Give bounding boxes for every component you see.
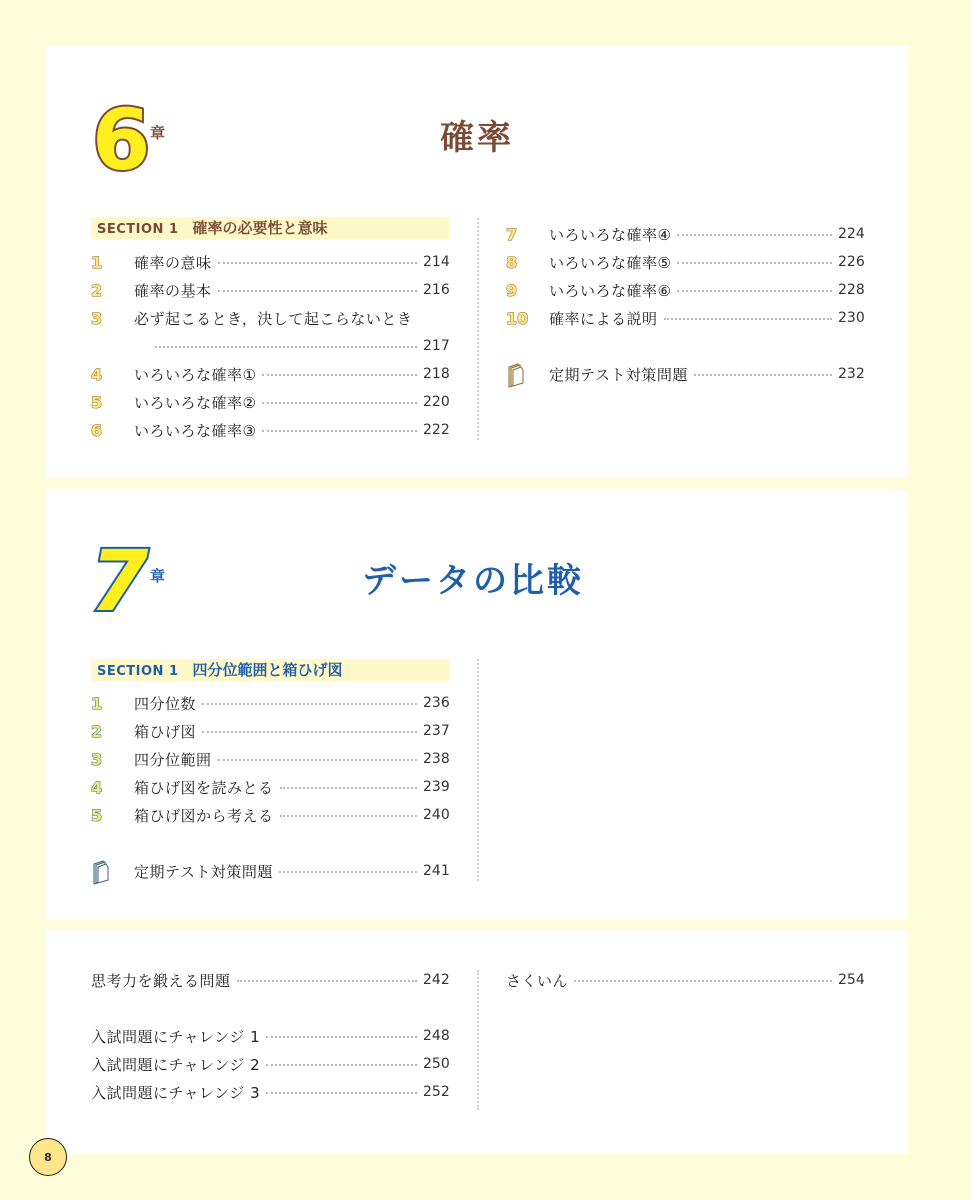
column-divider <box>477 218 479 440</box>
leader-dots <box>574 980 832 982</box>
entry-number: 8 <box>506 252 518 272</box>
toc-entry[interactable] <box>91 416 449 444</box>
entry-page: 226 <box>838 254 865 270</box>
book-stack-icon <box>91 857 134 885</box>
leader-dots <box>266 1036 417 1038</box>
leader-dots <box>694 374 832 376</box>
entry-label: 確率の意味 <box>134 253 212 272</box>
entry-page: 237 <box>423 723 450 739</box>
entry-label: 入試問題にチャレンジ 3 <box>91 1083 261 1102</box>
entry-page: 248 <box>423 1028 450 1044</box>
leader-dots <box>202 731 417 733</box>
entry-page: 220 <box>423 394 450 410</box>
entry-page: 218 <box>423 366 450 382</box>
leader-dots <box>237 980 417 982</box>
leader-dots <box>218 262 417 264</box>
leader-dots <box>677 290 832 292</box>
entry-number: 3 <box>91 749 103 769</box>
entry-label: 入試問題にチャレンジ 2 <box>91 1055 261 1074</box>
entry-page: 232 <box>838 366 865 382</box>
entry-page: 214 <box>423 254 450 270</box>
entry-number: 6 <box>91 420 103 440</box>
toc-entry[interactable] <box>506 276 864 304</box>
toc-entry[interactable] <box>91 304 449 332</box>
entry-page: 238 <box>423 751 450 767</box>
entry-page: 240 <box>423 807 450 823</box>
entry-label: 定期テスト対策問題 <box>549 365 688 384</box>
entry-number: 4 <box>91 364 103 384</box>
entry-page: 222 <box>423 422 450 438</box>
toc-entry-test[interactable] <box>91 857 449 885</box>
toc-column-left <box>91 248 449 444</box>
toc-entry[interactable] <box>91 1022 449 1050</box>
toc-entry[interactable] <box>91 276 449 304</box>
leader-dots <box>677 262 832 264</box>
entry-label: 確率の基本 <box>134 281 212 300</box>
column-divider <box>477 659 479 881</box>
entry-page: 239 <box>423 779 450 795</box>
toc-entry[interactable] <box>506 248 864 276</box>
entry-label: 入試問題にチャレンジ 1 <box>91 1027 261 1046</box>
toc-entry[interactable] <box>506 220 864 248</box>
entry-number: 7 <box>506 224 518 244</box>
toc-entry[interactable] <box>506 966 864 994</box>
entry-number: 1 <box>91 252 103 272</box>
toc-entry[interactable] <box>91 1078 449 1106</box>
toc-entry[interactable] <box>91 745 449 773</box>
leader-dots <box>218 290 417 292</box>
entry-label: 箱ひげ図 <box>134 722 197 741</box>
section-label: SECTION 1 <box>97 664 179 679</box>
entry-label: いろいろな確率⑤ <box>549 253 672 272</box>
section-header <box>91 217 449 239</box>
entry-label: 四分位範囲 <box>134 750 212 769</box>
leader-dots <box>155 346 417 348</box>
entry-label: いろいろな確率② <box>134 393 257 412</box>
entry-page: 216 <box>423 282 450 298</box>
toc-entry[interactable] <box>91 966 449 994</box>
leader-dots <box>279 871 417 873</box>
entry-page: 230 <box>838 310 865 326</box>
toc-column-left <box>91 966 449 1106</box>
section-label: SECTION 1 <box>97 222 179 237</box>
toc-column-right <box>506 220 864 388</box>
leader-dots <box>266 1092 417 1094</box>
entry-page: 250 <box>423 1056 450 1072</box>
toc-column-right <box>506 966 864 994</box>
entry-page: 254 <box>838 972 865 988</box>
entry-label: 思考力を鍛える問題 <box>91 971 231 990</box>
chapter-suffix: 章 <box>150 124 166 142</box>
entry-number: 10 <box>506 308 529 328</box>
entry-label: さくいん <box>506 971 569 990</box>
toc-column-left <box>91 689 449 885</box>
appendix-panel <box>46 930 908 1154</box>
toc-entry[interactable] <box>91 360 449 388</box>
toc-entry[interactable] <box>91 248 449 276</box>
section-title: 四分位範囲と箱ひげ図 <box>192 661 343 679</box>
entry-number: 3 <box>91 308 103 328</box>
chapter-6-panel <box>46 46 908 478</box>
book-stack-icon <box>506 360 549 388</box>
entry-page: 236 <box>423 695 450 711</box>
leader-dots <box>262 402 417 404</box>
entry-page: 241 <box>423 863 450 879</box>
toc-entry-continued[interactable] <box>91 332 449 360</box>
toc-entry[interactable] <box>91 1050 449 1078</box>
entry-page: 217 <box>423 338 450 354</box>
leader-dots <box>266 1064 417 1066</box>
entry-label: いろいろな確率① <box>134 365 257 384</box>
leader-dots <box>280 787 417 789</box>
entry-page: 224 <box>838 226 865 242</box>
page-number-badge: 8 <box>29 1138 67 1176</box>
entry-number: 5 <box>91 392 103 412</box>
entry-label: 箱ひげ図から考える <box>134 806 274 825</box>
entry-label: 定期テスト対策問題 <box>134 862 273 881</box>
chapter-7-panel <box>46 489 908 920</box>
toc-entry[interactable] <box>91 717 449 745</box>
toc-entry-test[interactable] <box>506 360 864 388</box>
section-title: 確率の必要性と意味 <box>192 219 328 237</box>
leader-dots <box>280 815 417 817</box>
entry-label: いろいろな確率④ <box>549 225 672 244</box>
chapter-title: 確率 <box>440 118 514 158</box>
entry-number: 2 <box>91 280 103 300</box>
entry-label: いろいろな確率③ <box>134 421 257 440</box>
section-header <box>91 659 449 681</box>
entry-number: 4 <box>91 777 103 797</box>
leader-dots <box>262 430 417 432</box>
entry-number: 2 <box>91 721 103 741</box>
entry-label: いろいろな確率⑥ <box>549 281 672 300</box>
leader-dots <box>202 703 417 705</box>
entry-label: 四分位数 <box>134 694 197 713</box>
chapter-number: 6 <box>92 91 151 189</box>
leader-dots <box>262 374 417 376</box>
leader-dots <box>677 234 832 236</box>
toc-entry[interactable] <box>506 304 864 332</box>
entry-number: 5 <box>91 805 103 825</box>
entry-page: 252 <box>423 1084 450 1100</box>
chapter-title: データの比較 <box>362 561 584 601</box>
leader-dots <box>664 318 832 320</box>
toc-entry[interactable] <box>91 773 449 801</box>
entry-number: 9 <box>506 280 518 300</box>
column-divider <box>477 970 479 1110</box>
entry-page: 228 <box>838 282 865 298</box>
entry-number: 1 <box>91 693 103 713</box>
entry-label: 必ず起こるとき，決して起こらないとき <box>134 309 413 328</box>
entry-label: 確率による説明 <box>549 309 658 328</box>
leader-dots <box>218 759 417 761</box>
entry-page: 242 <box>423 972 450 988</box>
toc-entry[interactable] <box>91 689 449 717</box>
chapter-suffix: 章 <box>150 567 166 585</box>
toc-entry[interactable] <box>91 801 449 829</box>
toc-entry[interactable] <box>91 388 449 416</box>
entry-label: 箱ひげ図を読みとる <box>134 778 274 797</box>
chapter-number: 7 <box>90 532 149 630</box>
